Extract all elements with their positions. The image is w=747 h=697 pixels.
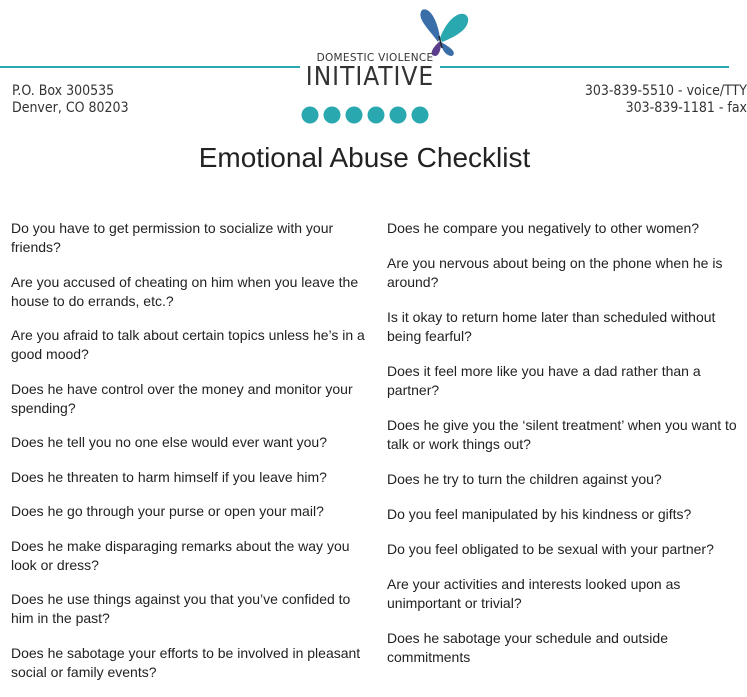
logo-subtitle: DOMESTIC VIOLENCE <box>316 52 434 64</box>
checklist-question: Are you accused of cheating on him when you leave the house to do errands, etc.? <box>11 273 359 309</box>
phone-line-2: 303-839-1181 - fax <box>625 100 747 116</box>
header-rule-left <box>0 66 300 68</box>
checklist-question: Does he try to turn the children against you? <box>387 471 662 487</box>
checklist-question: Does he make disparaging remarks about the way you look or dress? <box>11 537 350 573</box>
phone-numbers <box>585 83 747 117</box>
checklist-question: Does he use things against you that you’ve confided to him in the past? <box>11 591 351 626</box>
checklist-question: Are you afraid to talk about certain topics unless he’s in a good mood? <box>11 327 365 362</box>
address-line-1: P.O. Box 300535 <box>12 83 115 99</box>
checklist-question: Do you feel manipulated by his kindness or gifts? <box>387 506 692 522</box>
checklist-question: Does he compare you negatively to other women? <box>387 220 700 236</box>
phone-line-1: 303-839-5510 - voice/TTY <box>584 83 747 99</box>
mailing-address <box>12 83 129 117</box>
checklist-question: Does he go through your purse or open your mail? <box>11 503 324 519</box>
left-question-column <box>11 219 366 697</box>
address-line-2: Denver, CO 80203 <box>12 100 129 116</box>
checklist-question: Does he give you the ‘silent treatment’ when you want to talk or work things out? <box>387 417 737 452</box>
page-title: Emotional Abuse Checklist <box>198 142 531 173</box>
checklist-question: Does he sabotage your schedule and outside commitments <box>387 630 668 665</box>
checklist-question: Is it okay to return home later than scheduled without being fearful? <box>387 309 716 344</box>
butterfly-icon <box>408 8 470 58</box>
checklist-question: Do you feel obligated to be sexual with your partner? <box>387 541 714 557</box>
checklist-question: Does he tell you no one else would ever want you? <box>11 434 327 450</box>
header-rule-right <box>440 66 729 68</box>
checklist-question: Does he threaten to harm himself if you leave him? <box>11 468 327 485</box>
right-question-column <box>387 219 737 683</box>
logo-dots <box>300 100 450 130</box>
checklist-question: Does it feel more like you have a dad rather than a partner? <box>387 363 701 398</box>
organization-logo <box>300 0 450 135</box>
checklist-question: Does he sabotage your efforts to be involved in pleasant social or family events? <box>11 644 361 680</box>
checklist-question: Are you nervous about being on the phone when he is around? <box>387 255 723 290</box>
checklist-question: Do you have to get permission to socialize with your friends? <box>11 220 334 255</box>
checklist-question: Are your activities and interests looked upon as unimportant or trivial? <box>387 576 681 611</box>
logo-title: INITIATIVE <box>305 62 435 92</box>
checklist-question: Does he have control over the money and monitor your spending? <box>11 380 353 416</box>
